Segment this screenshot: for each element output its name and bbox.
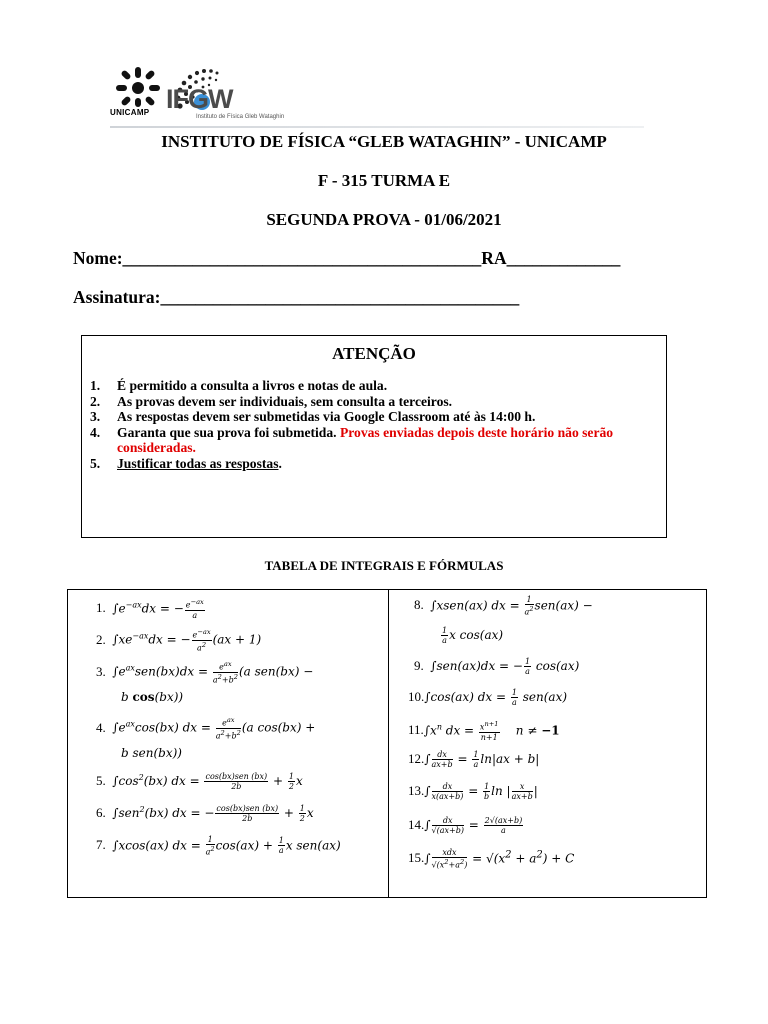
- formula-12: 12.∫ $\frac{dx}{ax+b}$ = $\frac{1}{a}$ ln|ax + b|: [408, 750, 540, 769]
- formula-7: 7. ∫xcos(ax) dx = $\frac{1}{a^2}$ cos(ax) + $\frac{1}{a}$ x sen(ax): [96, 835, 341, 857]
- deadline-warning: Provas enviadas depois deste horário não serão consideradas.: [117, 424, 614, 455]
- formula-5: 5. $\int\cos^2(bx)$ dx = cos(bx)sen (bx) 2b + $\frac{1}{2}$ x: [96, 772, 303, 791]
- list-item: 5. Justificar todas as respostas.: [90, 455, 282, 471]
- integrals-table: [67, 589, 707, 898]
- formula-6: 6. ∫sen$^2$(bx) dx = − cos(bx)sen (bx) 2b + $\frac{1}{2}$ x: [96, 804, 314, 823]
- attention-list: [90, 378, 662, 471]
- unicamp-logo-text: UNICAMP: [110, 108, 150, 117]
- formula-2: 2. $\int xe^{-ax}dx$ = − $\frac{e^{-ax}}{a^2}$ (ax + 1): [96, 628, 262, 653]
- formula-3: 3. $\int e^{ax}sen(bx)dx$ = $e^{ax}$ $a^2+b^2$ (a sen(bx) −: [96, 660, 314, 685]
- ifgw-logo-subtitle: Instituto de Física Gleb Wataghin: [196, 114, 285, 120]
- formula-10: 10.∫cos(ax) dx = $\frac{1}{a}$ sen(ax): [408, 688, 568, 707]
- formula-8: 8. ∫xsen(ax) dx = $\frac{1}{a^2}$ sen(ax) −: [414, 595, 593, 617]
- formula-4-cont: b sen(bx)): [121, 746, 182, 760]
- formula-11: $11.\int x^n$ dx = $\frac{x^{n+1}}{n+1}$ n ≠ −1: [408, 720, 560, 742]
- exam-title: SEGUNDA PROVA - 01/06/2021: [266, 210, 502, 229]
- table-divider: [388, 590, 389, 897]
- formula-4: 4. $\int e^{ax}\cos(bx)$ dx = $e^{ax}$ $a^2+b^2$ (a cos(bx) +: [96, 716, 316, 741]
- formula-8-cont: $\frac{1}{a}$ x cos(ax): [442, 626, 504, 645]
- list-item: 4. Garanta que sua prova foi submetida. Provas enviadas depois deste horário não serão consideradas.: [90, 424, 614, 455]
- attention-title: ATENÇÃO: [332, 344, 416, 363]
- list-item: 2. As provas devem ser individuais, sem consulta a terceiros.: [90, 393, 453, 409]
- signature-field[interactable]: Assinatura:_________________________________________: [73, 287, 520, 307]
- formula-1: 1. $\int e^{-ax}dx$ = − $\frac{e^{-ax}}{a}$: [96, 598, 204, 620]
- formula-13: 13.∫ $\frac{dx}{x(ax+b)}$ = $\frac{1}{b}$ ln | $\frac{x}{ax+b}$ |: [408, 782, 538, 801]
- header-logos: [104, 62, 644, 130]
- formula-3-cont: b cos(bx)): [121, 690, 184, 704]
- course-title: F - 315 TURMA E: [317, 171, 451, 190]
- formula-9: 9. ∫sen(ax)dx = − $\frac{1}{a}$ cos(ax): [414, 657, 580, 676]
- list-item: 3. As respostas devem ser submetidas via Google Classroom até às 14:00 h.: [90, 409, 536, 424]
- formula-15: 15.∫ xdx $√(x^2+a^2)$ = $√(x^2 + a^2) + C$: [408, 848, 575, 870]
- ifgw-logo-text: IFGW: [166, 84, 233, 114]
- list-item: 1. É permitido a consulta a livros e notas de aula.: [90, 378, 388, 393]
- header-divider: [110, 126, 644, 128]
- unicamp-logo-icon: [114, 66, 162, 108]
- institute-title: INSTITUTO DE FÍSICA “GLEB WATAGHIN” - UNICAMP: [161, 132, 607, 151]
- formula-14: 14.∫ $\frac{dx}{√(ax+b)}$ = $\frac{2√(ax+b)}{a}$: [408, 816, 523, 835]
- name-ra-field[interactable]: Nome:_________________________________________RA_____________: [73, 248, 621, 268]
- table-title: TABELA DE INTEGRAIS E FÓRMULAS: [264, 558, 504, 573]
- attention-box: [81, 335, 667, 538]
